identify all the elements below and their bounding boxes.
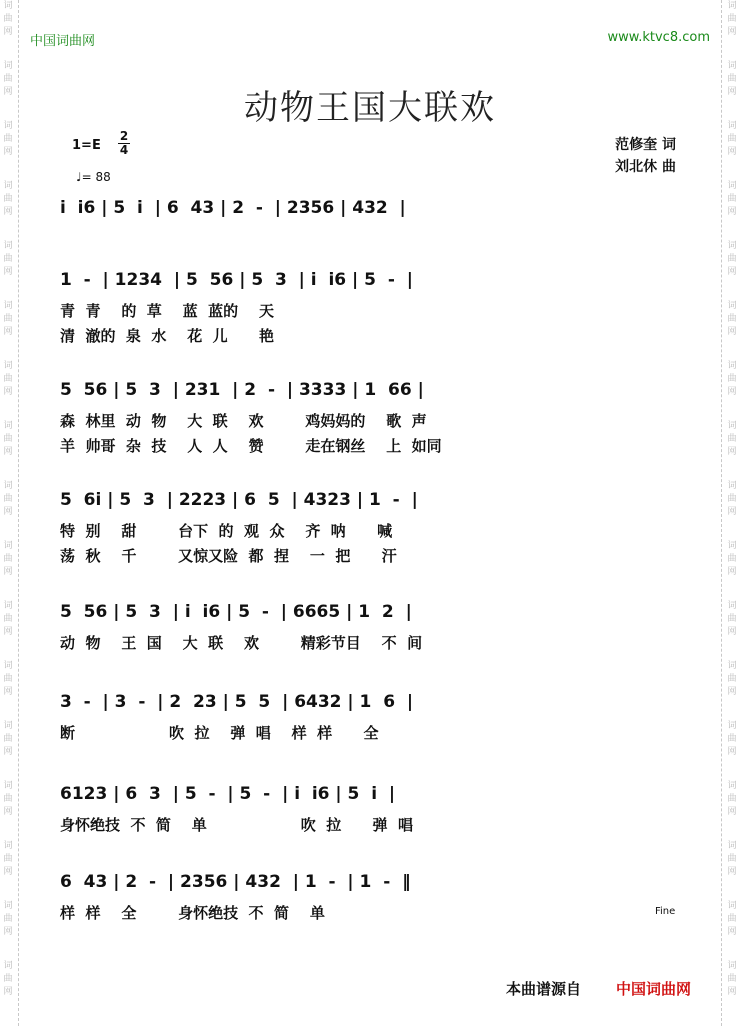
- watermark-text: 词曲网: [3, 541, 13, 577]
- watermark-text: 词曲网: [3, 481, 13, 517]
- notation-row: i i6 | 5 i | 6 43 | 2 - | 2356 | 432 |: [60, 198, 406, 218]
- watermark-text: 词曲网: [3, 721, 13, 757]
- watermark-text: 词曲网: [3, 121, 13, 157]
- watermark-text: 词曲网: [3, 241, 13, 277]
- watermark-text: 词曲网: [3, 361, 13, 397]
- time-signature-bottom: 4: [119, 143, 129, 157]
- watermark-text: 词曲网: [3, 181, 13, 217]
- watermark-text: 词曲网: [727, 541, 737, 577]
- watermark-text: 词曲网: [727, 901, 737, 937]
- watermark-text: 词曲网: [727, 661, 737, 697]
- watermark-text: 词曲网: [3, 1, 13, 37]
- lyric-verse-1: 断 吹 拉 弹 唱 样 样 全: [60, 724, 379, 742]
- watermark-text: 词曲网: [727, 61, 737, 97]
- watermark-text: 词曲网: [3, 961, 13, 997]
- lyric-verse-2: 羊 帅哥 杂 技 人 人 赞 走在钢丝 上 如同: [60, 437, 442, 455]
- left-watermark-strip: [0, 0, 19, 1026]
- watermark-text: 词曲网: [727, 781, 737, 817]
- notation-row: 1 - | 1234 | 5 56 | 5 3 | i i6 | 5 - |: [60, 270, 413, 290]
- watermark-text: 词曲网: [727, 481, 737, 517]
- lyric-verse-2: 清 澈的 泉 水 花 儿 艳: [60, 327, 274, 345]
- lyricist-credit: 范修奎 词: [615, 137, 676, 153]
- watermark-text: 词曲网: [727, 841, 737, 877]
- footer-source-label: 本曲谱源自: [506, 980, 582, 998]
- song-title: 动物王国大联欢: [244, 88, 496, 128]
- watermark-text: 词曲网: [727, 721, 737, 757]
- notation-row: 5 56 | 5 3 | i i6 | 5 - | 6665 | 1 2 |: [60, 602, 412, 622]
- composer-credit: 刘北休 曲: [615, 159, 676, 175]
- tempo-marking: ♩= 88: [76, 170, 111, 184]
- lyric-verse-1: 特 别 甜 台下 的 观 众 齐 呐 喊: [60, 522, 393, 540]
- time-signature-top: 2: [119, 129, 129, 143]
- lyric-verse-1: 身怀绝技 不 简 单 吹 拉 弹 唱: [60, 816, 413, 834]
- lyric-verse-1: 森 林里 动 物 大 联 欢 鸡妈妈的 歌 声: [60, 412, 427, 430]
- watermark-text: 词曲网: [727, 1, 737, 37]
- watermark-text: 词曲网: [727, 421, 737, 457]
- time-signature: [118, 130, 130, 157]
- watermark-text: 词曲网: [3, 601, 13, 637]
- watermark-text: 词曲网: [727, 181, 737, 217]
- lyric-verse-1: 动 物 王 国 大 联 欢 精彩节目 不 间: [60, 634, 423, 652]
- right-watermark-strip: [721, 0, 740, 1026]
- lyric-verse-1: 样 样 全 身怀绝技 不 简 单: [60, 904, 325, 922]
- notation-row: 3 - | 3 - | 2 23 | 5 5 | 6432 | 1 6 |: [60, 692, 414, 712]
- watermark-text: 词曲网: [3, 901, 13, 937]
- watermark-text: 词曲网: [3, 661, 13, 697]
- notation-row: 5 56 | 5 3 | 231 | 2 - | 3333 | 1 66 |: [60, 380, 424, 400]
- notation-row: 5 6i | 5 3 | 2223 | 6 5 | 4323 | 1 - |: [60, 490, 418, 510]
- watermark-text: 词曲网: [727, 301, 737, 337]
- watermark-text: 词曲网: [3, 841, 13, 877]
- watermark-text: 词曲网: [727, 961, 737, 997]
- fine-marking: Fine: [655, 906, 676, 917]
- site-name-header[interactable]: 中国词曲网: [30, 34, 96, 49]
- lyric-verse-2: 荡 秋 千 又惊又险 都 捏 一 把 汗: [60, 547, 397, 565]
- notation-row: 6 43 | 2 - | 2356 | 432 | 1 - | 1 - ‖: [60, 872, 411, 892]
- notation-row: 6123 | 6 3 | 5 - | 5 - | i i6 | 5 i |: [60, 784, 396, 804]
- watermark-text: 词曲网: [727, 241, 737, 277]
- site-url-header[interactable]: www.ktvc8.com: [607, 30, 710, 45]
- watermark-text: 词曲网: [3, 61, 13, 97]
- watermark-text: 词曲网: [727, 121, 737, 157]
- watermark-text: 词曲网: [727, 361, 737, 397]
- watermark-text: 词曲网: [3, 781, 13, 817]
- key-signature: 1=E: [72, 138, 101, 153]
- score-line: [60, 270, 680, 390]
- score-line: [60, 380, 680, 500]
- score-line: [60, 872, 680, 992]
- lyric-verse-1: 青 青 的 草 蓝 蓝的 天: [60, 302, 274, 320]
- watermark-text: 词曲网: [727, 601, 737, 637]
- watermark-text: 词曲网: [3, 301, 13, 337]
- footer-site-link[interactable]: 中国词曲网: [616, 980, 692, 998]
- watermark-text: 词曲网: [3, 421, 13, 457]
- score-line: [60, 490, 680, 610]
